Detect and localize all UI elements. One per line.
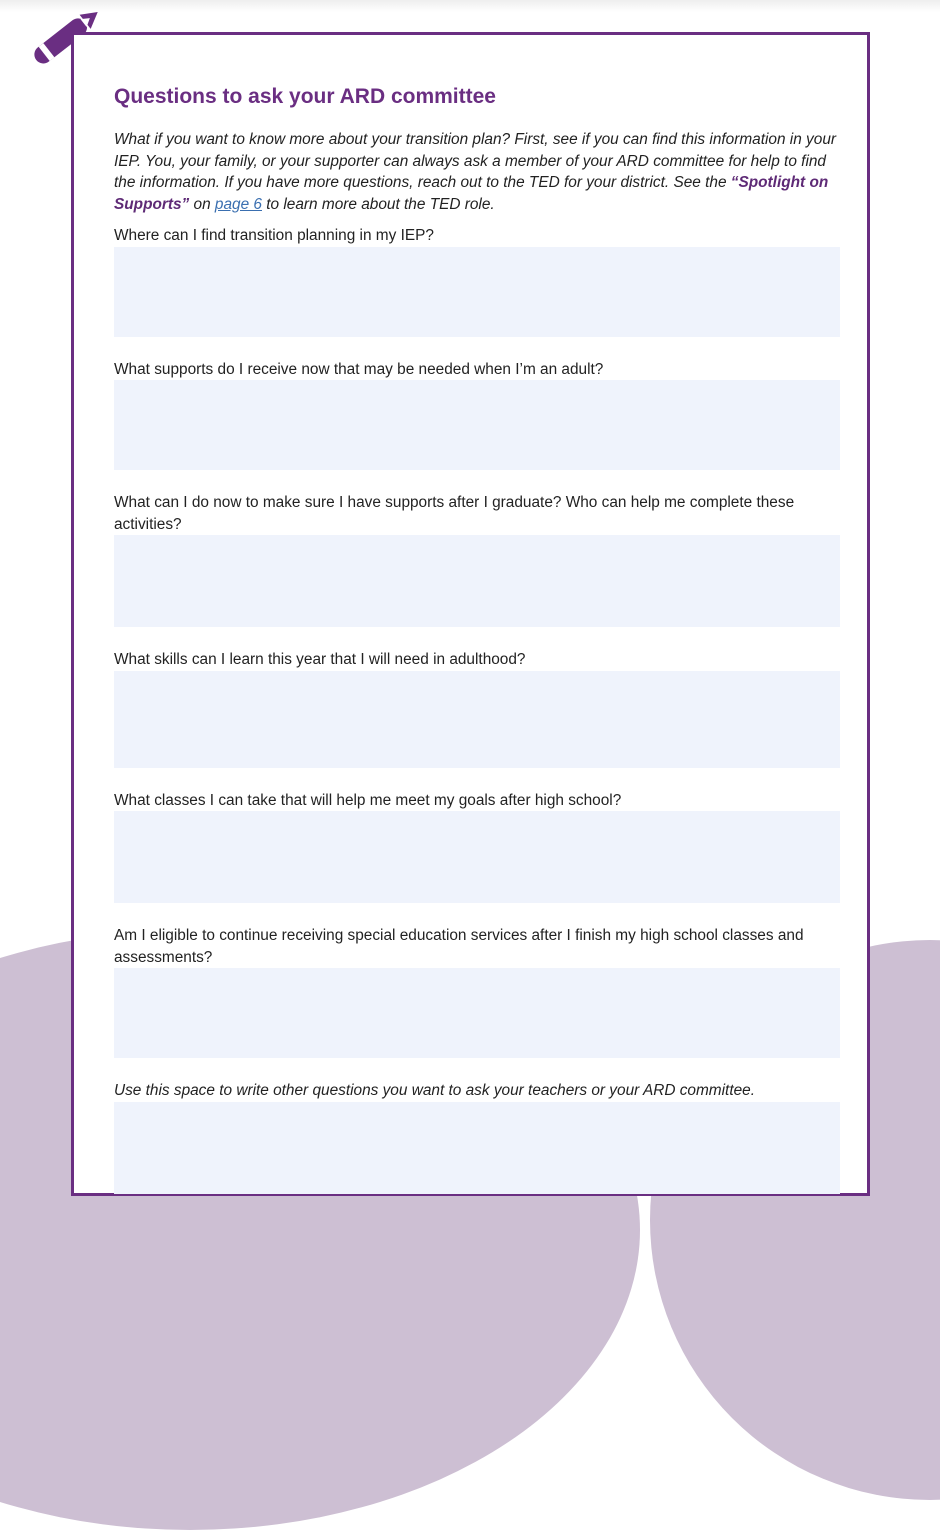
spotlight-reference: “Spotlight on Supports” [114, 174, 829, 213]
answer-field[interactable] [114, 380, 840, 470]
answer-field[interactable] [114, 1102, 840, 1194]
answer-field[interactable] [114, 247, 840, 337]
answer-field[interactable] [114, 811, 840, 903]
question-label: What skills can I learn this year that I will need in adulthood? [114, 651, 526, 668]
answer-field[interactable] [114, 535, 840, 627]
question-label: Use this space to write other questions you want to ask your teachers or your ARD committee. [114, 1082, 755, 1099]
answer-field[interactable] [114, 968, 840, 1058]
page-6-link[interactable]: page 6 [214, 195, 262, 213]
question-label: Where can I find transition planning in my IEP? [114, 227, 434, 244]
intro-paragraph [114, 129, 844, 215]
worksheet-card [71, 32, 870, 1196]
question-label: What classes I can take that will help me meet my goals after high school? [114, 791, 622, 809]
answer-field[interactable] [114, 671, 840, 768]
question-label: What supports do I receive now that may be needed when I’m an adult? [114, 360, 604, 378]
question-label: What can I do now to make sure I have supports after I graduate? Who can help me complete these activities? [114, 494, 795, 533]
intro-text: What if you want to know more about your transition plan? First, see if you can find this information in your IEP. You, your family, or your supporter can always ask a member of your ARD committee for help to find the information. If you have more questions, reach out to the TED for your district. See the [114, 131, 836, 191]
worksheet-content [114, 85, 844, 1216]
question-label: Am I eligible to continue receiving special education services after I finish my high school classes and assessments? [114, 927, 804, 966]
intro-text-end: to learn more about the TED role. [262, 195, 495, 213]
top-edge [0, 0, 940, 12]
intro-on: on [189, 195, 215, 213]
page-title: Questions to ask your ARD committee [114, 85, 496, 108]
